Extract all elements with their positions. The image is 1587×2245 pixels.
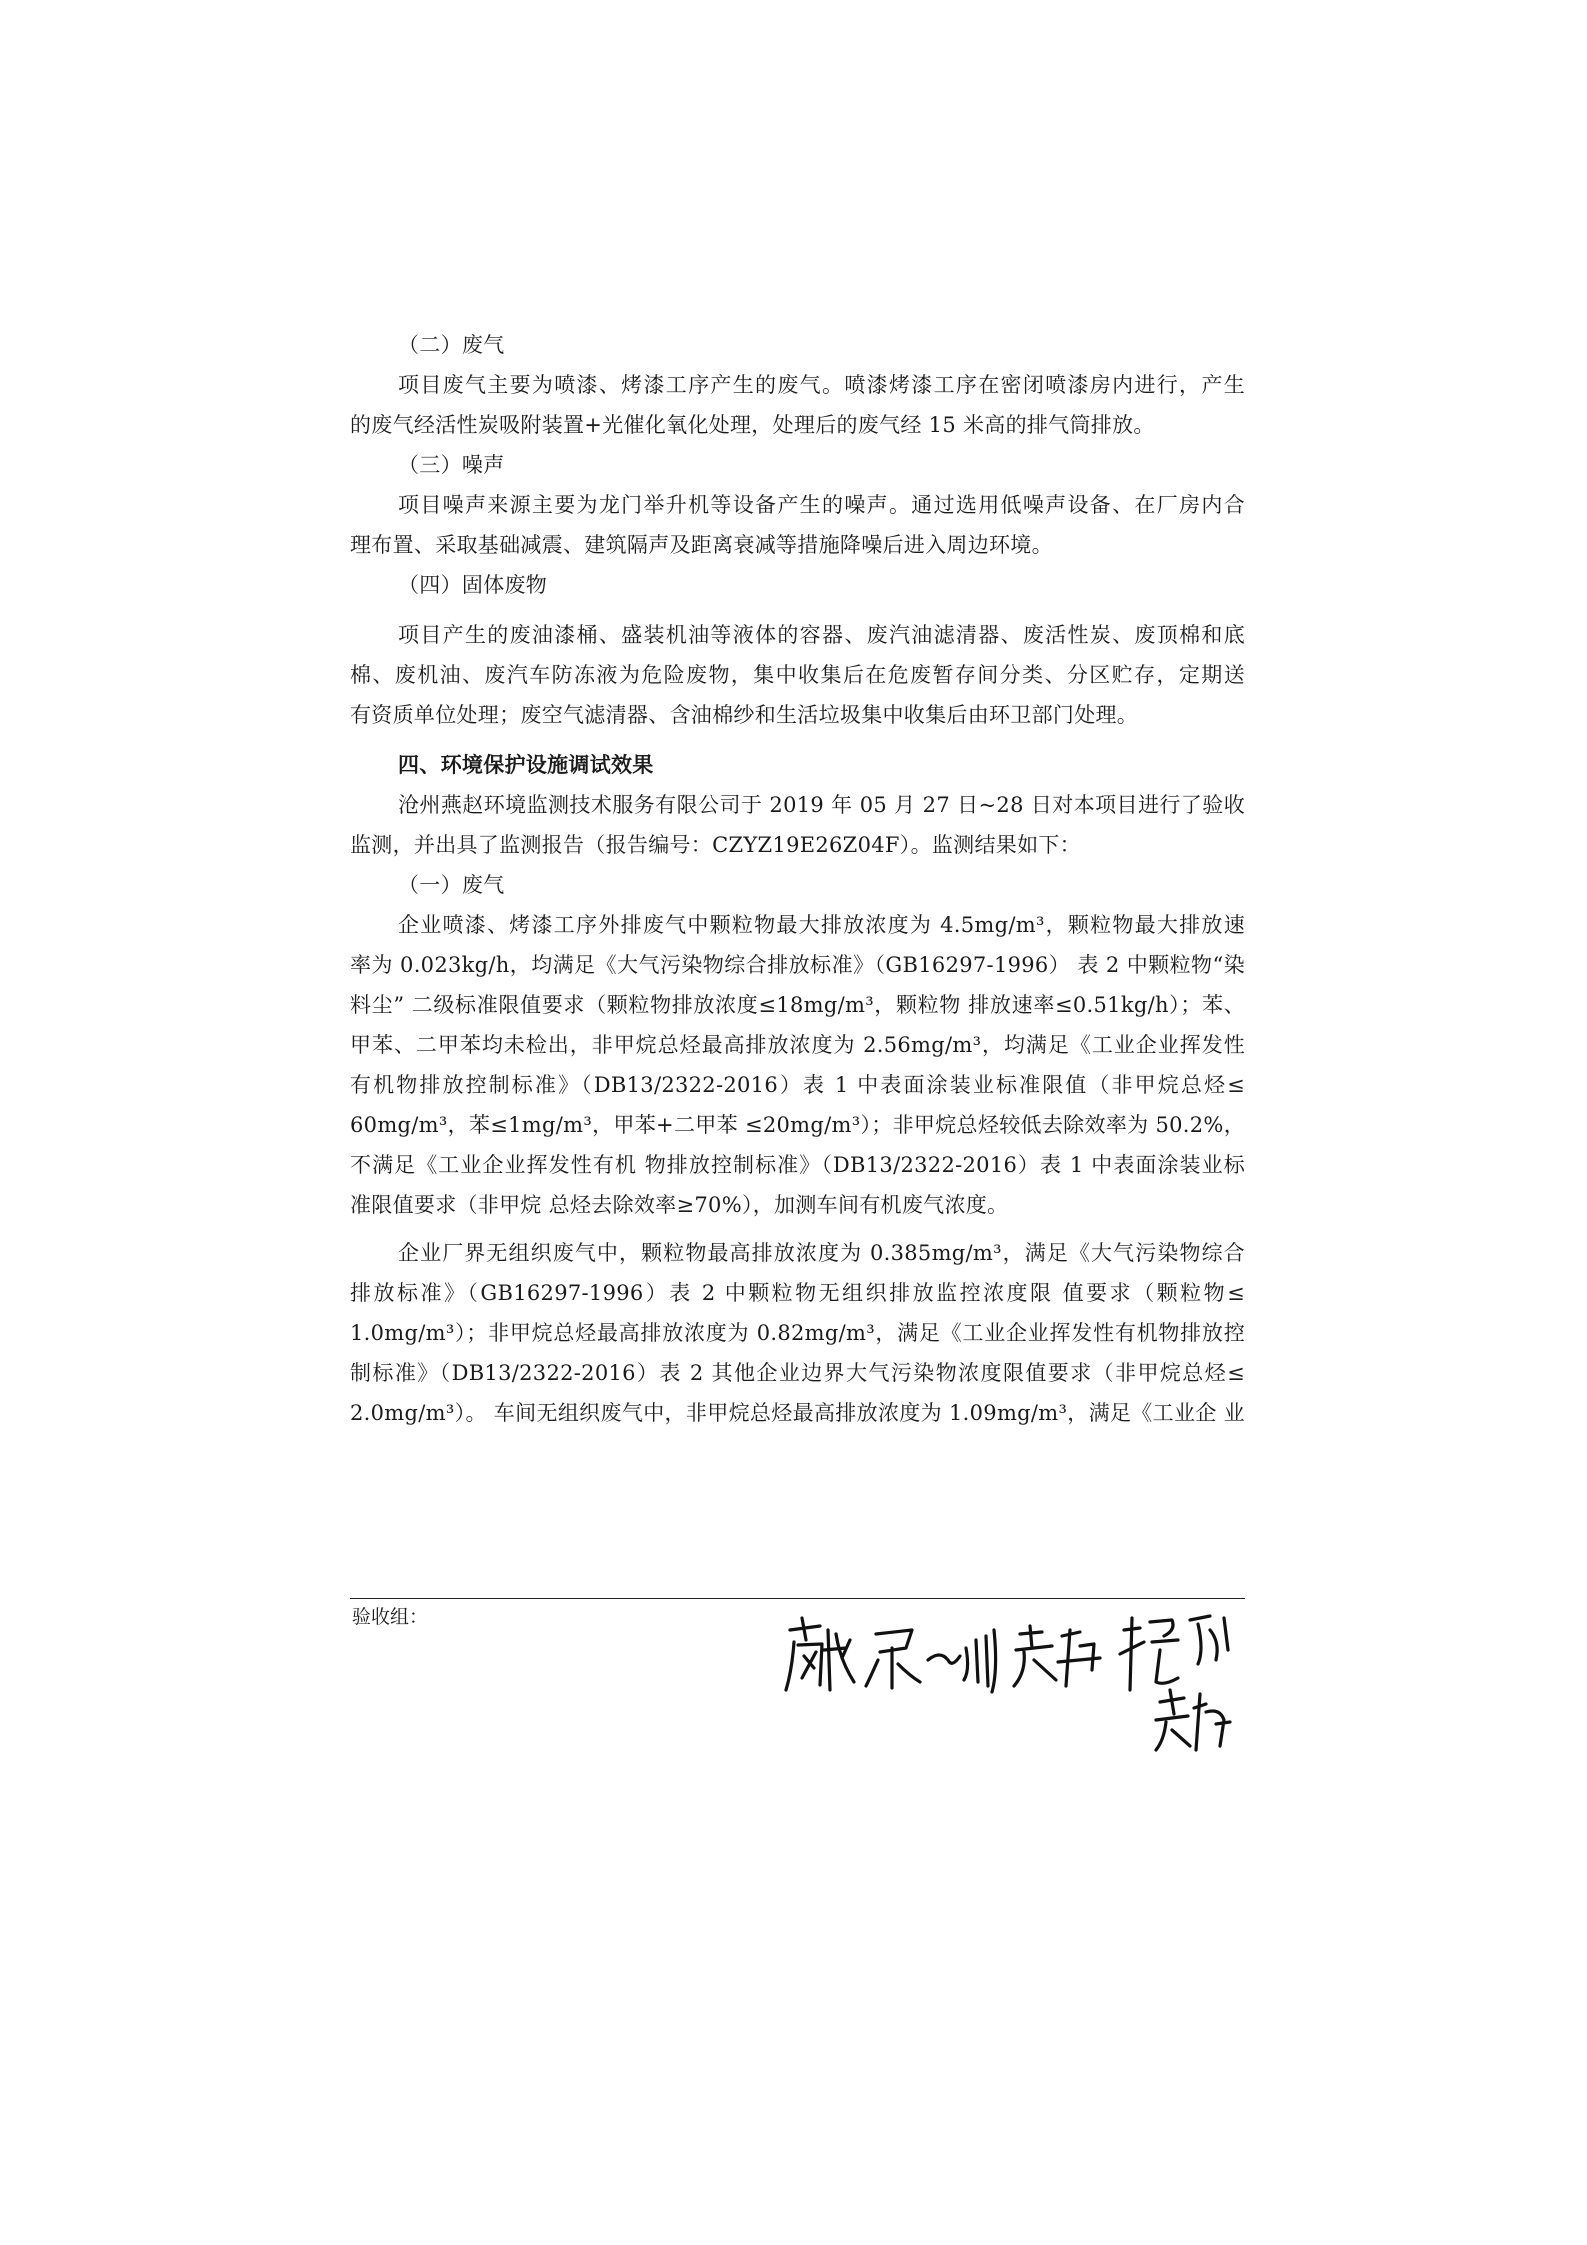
- body-text-line: 企业厂界无组织废气中，颗粒物最高排放浓度为 0.385mg/m³，满足《大气污染物综合: [398, 1241, 1245, 1265]
- body-text-line: 项目废气主要为喷漆、烤漆工序产生的废气。喷漆烤漆工序在密闭喷漆房内进行，产生: [398, 373, 1245, 397]
- signature-image: [780, 1590, 1260, 1760]
- section-heading: 四、环境保护设施调试效果: [398, 752, 654, 777]
- body-text-line: 不满足《工业企业挥发性有机 物排放控制标准》（DB13/2322-2016）表 1 中表面涂装业标: [350, 1153, 1245, 1177]
- body-text-line: 有资质单位处理；废空气滤清器、含油棉纱和生活垃圾集中收集后由环卫部门处理。: [350, 703, 1139, 727]
- body-text-line: 60mg/m³，苯≤1mg/m³，甲苯+二甲苯 ≤20mg/m³）；非甲烷总烃较低去除效率为 50.2%，: [350, 1113, 1245, 1137]
- body-text-line: 沧州燕赵环境监测技术服务有限公司于 2019 年 05 月 27 日~28 日对本项目进行了验收: [398, 793, 1245, 817]
- subsection-title: （四）固体废物: [398, 573, 548, 597]
- subsection-title: （二）废气: [398, 333, 505, 357]
- acceptance-group-label: 验收组：: [352, 1606, 429, 1628]
- subsection-title: （一）废气: [398, 873, 505, 897]
- body-text-line: 1.0mg/m³）；非甲烷总烃最高排放浓度为 0.82mg/m³，满足《工业企业挥发性有机物排放控: [350, 1321, 1245, 1345]
- body-text-line: 率为 0.023kg/h，均满足《大气污染物综合排放标准》（GB16297-1996） 表 2 中颗粒物“染: [350, 953, 1245, 977]
- body-text-line: 棉、废机油、废汽车防冻液为危险废物，集中收集后在危废暂存间分类、分区贮存，定期送: [350, 663, 1245, 687]
- body-text-line: 料尘” 二级标准限值要求（颗粒物排放浓度≤18mg/m³，颗粒物 排放速率≤0.51kg/h）；苯、: [350, 993, 1245, 1017]
- subsection-title: （三）噪声: [398, 453, 505, 477]
- handwritten-signatures: [780, 1590, 1260, 1760]
- body-text-line: 监测，并出具了监测报告（报告编号：CZYZ19E26Z04F）。监测结果如下：: [350, 833, 1081, 857]
- body-text-line: 项目产生的废油漆桶、盛装机油等液体的容器、废汽油滤清器、废活性炭、废顶棉和底: [398, 623, 1245, 647]
- body-text-line: 2.0mg/m³）。 车间无组织废气中，非甲烷总烃最高排放浓度为 1.09mg/m³，满足《工业企 业: [350, 1401, 1245, 1425]
- body-text-line: 制标准》（DB13/2322-2016）表 2 其他企业边界大气污染物浓度限值要求（非甲烷总烃≤: [350, 1361, 1245, 1385]
- body-text-line: 排放标准》（GB16297-1996）表 2 中颗粒物无组织排放监控浓度限 值要求（颗粒物≤: [350, 1281, 1245, 1305]
- body-text-line: 有机物排放控制标准》（DB13/2322-2016）表 1 中表面涂装业标准限值（非甲烷总烃≤: [350, 1073, 1245, 1097]
- body-text-line: 甲苯、二甲苯均未检出，非甲烷总烃最高排放浓度为 2.56mg/m³，均满足《工业企业挥发性: [350, 1033, 1245, 1057]
- body-text-line: 的废气经活性炭吸附装置+光催化氧化处理，处理后的废气经 15 米高的排气筒排放。: [350, 413, 1155, 437]
- body-text-line: 准限值要求（非甲烷 总烃去除效率≥70%），加测车间有机废气浓度。: [350, 1193, 1009, 1217]
- body-text-line: 项目噪声来源主要为龙门举升机等设备产生的噪声。通过选用低噪声设备、在厂房内合: [398, 493, 1245, 517]
- body-text-line: 企业喷漆、烤漆工序外排废气中颗粒物最大排放浓度为 4.5mg/m³，颗粒物最大排放速: [398, 913, 1245, 937]
- body-text-line: 理布置、采取基础减震、建筑隔声及距离衰减等措施降噪后进入周边环境。: [350, 533, 1053, 557]
